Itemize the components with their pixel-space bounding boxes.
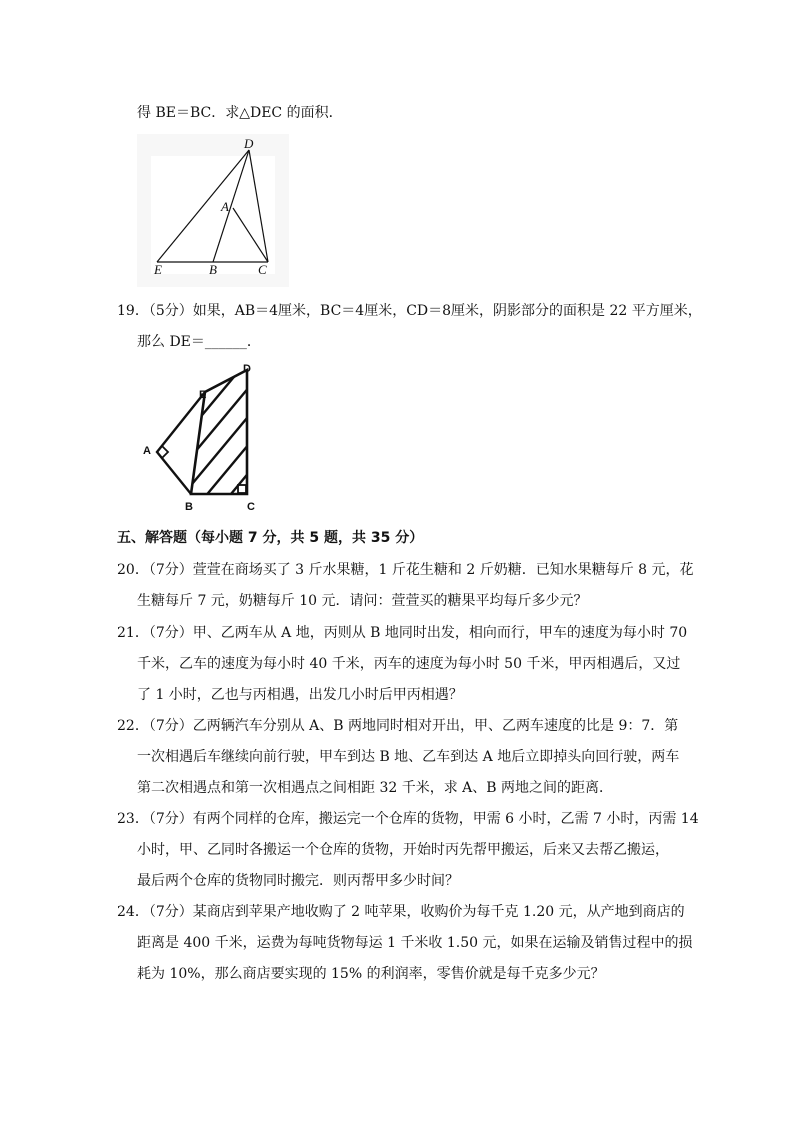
q23-line-3: 最后两个仓库的货物同时搬完．则丙帮甲多少时间？ — [137, 873, 459, 889]
q19-line-1: 19．（5分）如果，AB＝4厘米，BC＝4厘米，CD＝8厘米，阴影部分的面积是 22 平方厘米， — [117, 303, 702, 319]
point-b-label: B — [185, 501, 193, 513]
q19-line-2: 那么 DE＝______． — [137, 334, 261, 350]
point-e-label: E — [154, 262, 162, 277]
point-a-label: A — [221, 199, 229, 214]
q24-line-2: 距离是 400 千米，运费为每吨货物每运 1 千米收 1.50 元，如果在运输及销售过程中的损 — [137, 935, 693, 951]
q21-line-3: 了 1 小时，乙也与丙相遇，出发几小时后甲丙相遇？ — [137, 687, 463, 703]
q23-line-2: 小时，甲、乙同时各搬运一个仓库的货物，开始时丙先帮甲搬运，后来又去帮乙搬运， — [137, 842, 669, 858]
q24-line-3: 耗为 10%，那么商店要实现的 15% 的利润率，零售价就是每千克多少元？ — [137, 966, 605, 982]
point-e-label: E — [199, 389, 207, 401]
q22-line-1: 22．（7分）乙两辆汽车分别从 A、B 两地同时相对开出，甲、乙两车速度的比是 9：7．第 — [117, 718, 679, 734]
q21-line-1: 21．（7分）甲、乙两车从 A 地，丙则从 B 地同时出发，相向而行，甲车的速度为每小时 70 — [117, 625, 688, 641]
section-5-heading: 五、解答题（每小题 7 分，共 5 题，共 35 分） — [117, 530, 424, 546]
point-a-label: A — [143, 445, 151, 457]
q19-shaded-figure — [137, 362, 267, 517]
point-b-label: B — [209, 262, 217, 277]
q18-triangle-figure — [137, 134, 289, 287]
q24-line-1: 24．（7分）某商店到苹果产地收购了 2 吨苹果，收购价为每千克 1.20 元，从产地到商店的 — [117, 904, 685, 920]
q22-line-2: 一次相遇后车继续向前行驶，甲车到达 B 地、乙车到达 A 地后立即掉头向回行驶，两车 — [137, 749, 680, 765]
right-angle-mark-a — [162, 446, 168, 458]
point-d-label: D — [243, 363, 251, 375]
point-d-label: D — [244, 136, 254, 151]
q20-line-1: 20．（7分）萱萱在商场买了 3 斤水果糖，1 斤花生糖和 2 斤奶糖．已知水果糖每斤 8 元，花 — [117, 562, 694, 578]
q18-tail-text: 得 BE＝BC．求△DEC 的面积． — [137, 105, 343, 121]
point-c-label: C — [258, 262, 267, 277]
point-c-label: C — [247, 501, 255, 513]
q23-line-1: 23．（7分）有两个同样的仓库，搬运完一个仓库的货物，甲需 6 小时，乙需 7 小时，丙需 14 — [117, 811, 699, 827]
q20-line-2: 生糖每斤 7 元，奶糖每斤 10 元．请问：萱萱买的糖果平均每斤多少元？ — [137, 593, 588, 609]
right-angle-mark-c — [238, 485, 246, 493]
q22-line-3: 第二次相遇点和第一次相遇点之间相距 32 千米，求 A、B 两地之间的距离． — [137, 780, 614, 796]
figure-inner-background — [151, 156, 275, 274]
q21-line-2: 千米，乙车的速度为每小时 40 千米，丙车的速度为每小时 50 千米，甲丙相遇后，又过 — [137, 656, 681, 672]
